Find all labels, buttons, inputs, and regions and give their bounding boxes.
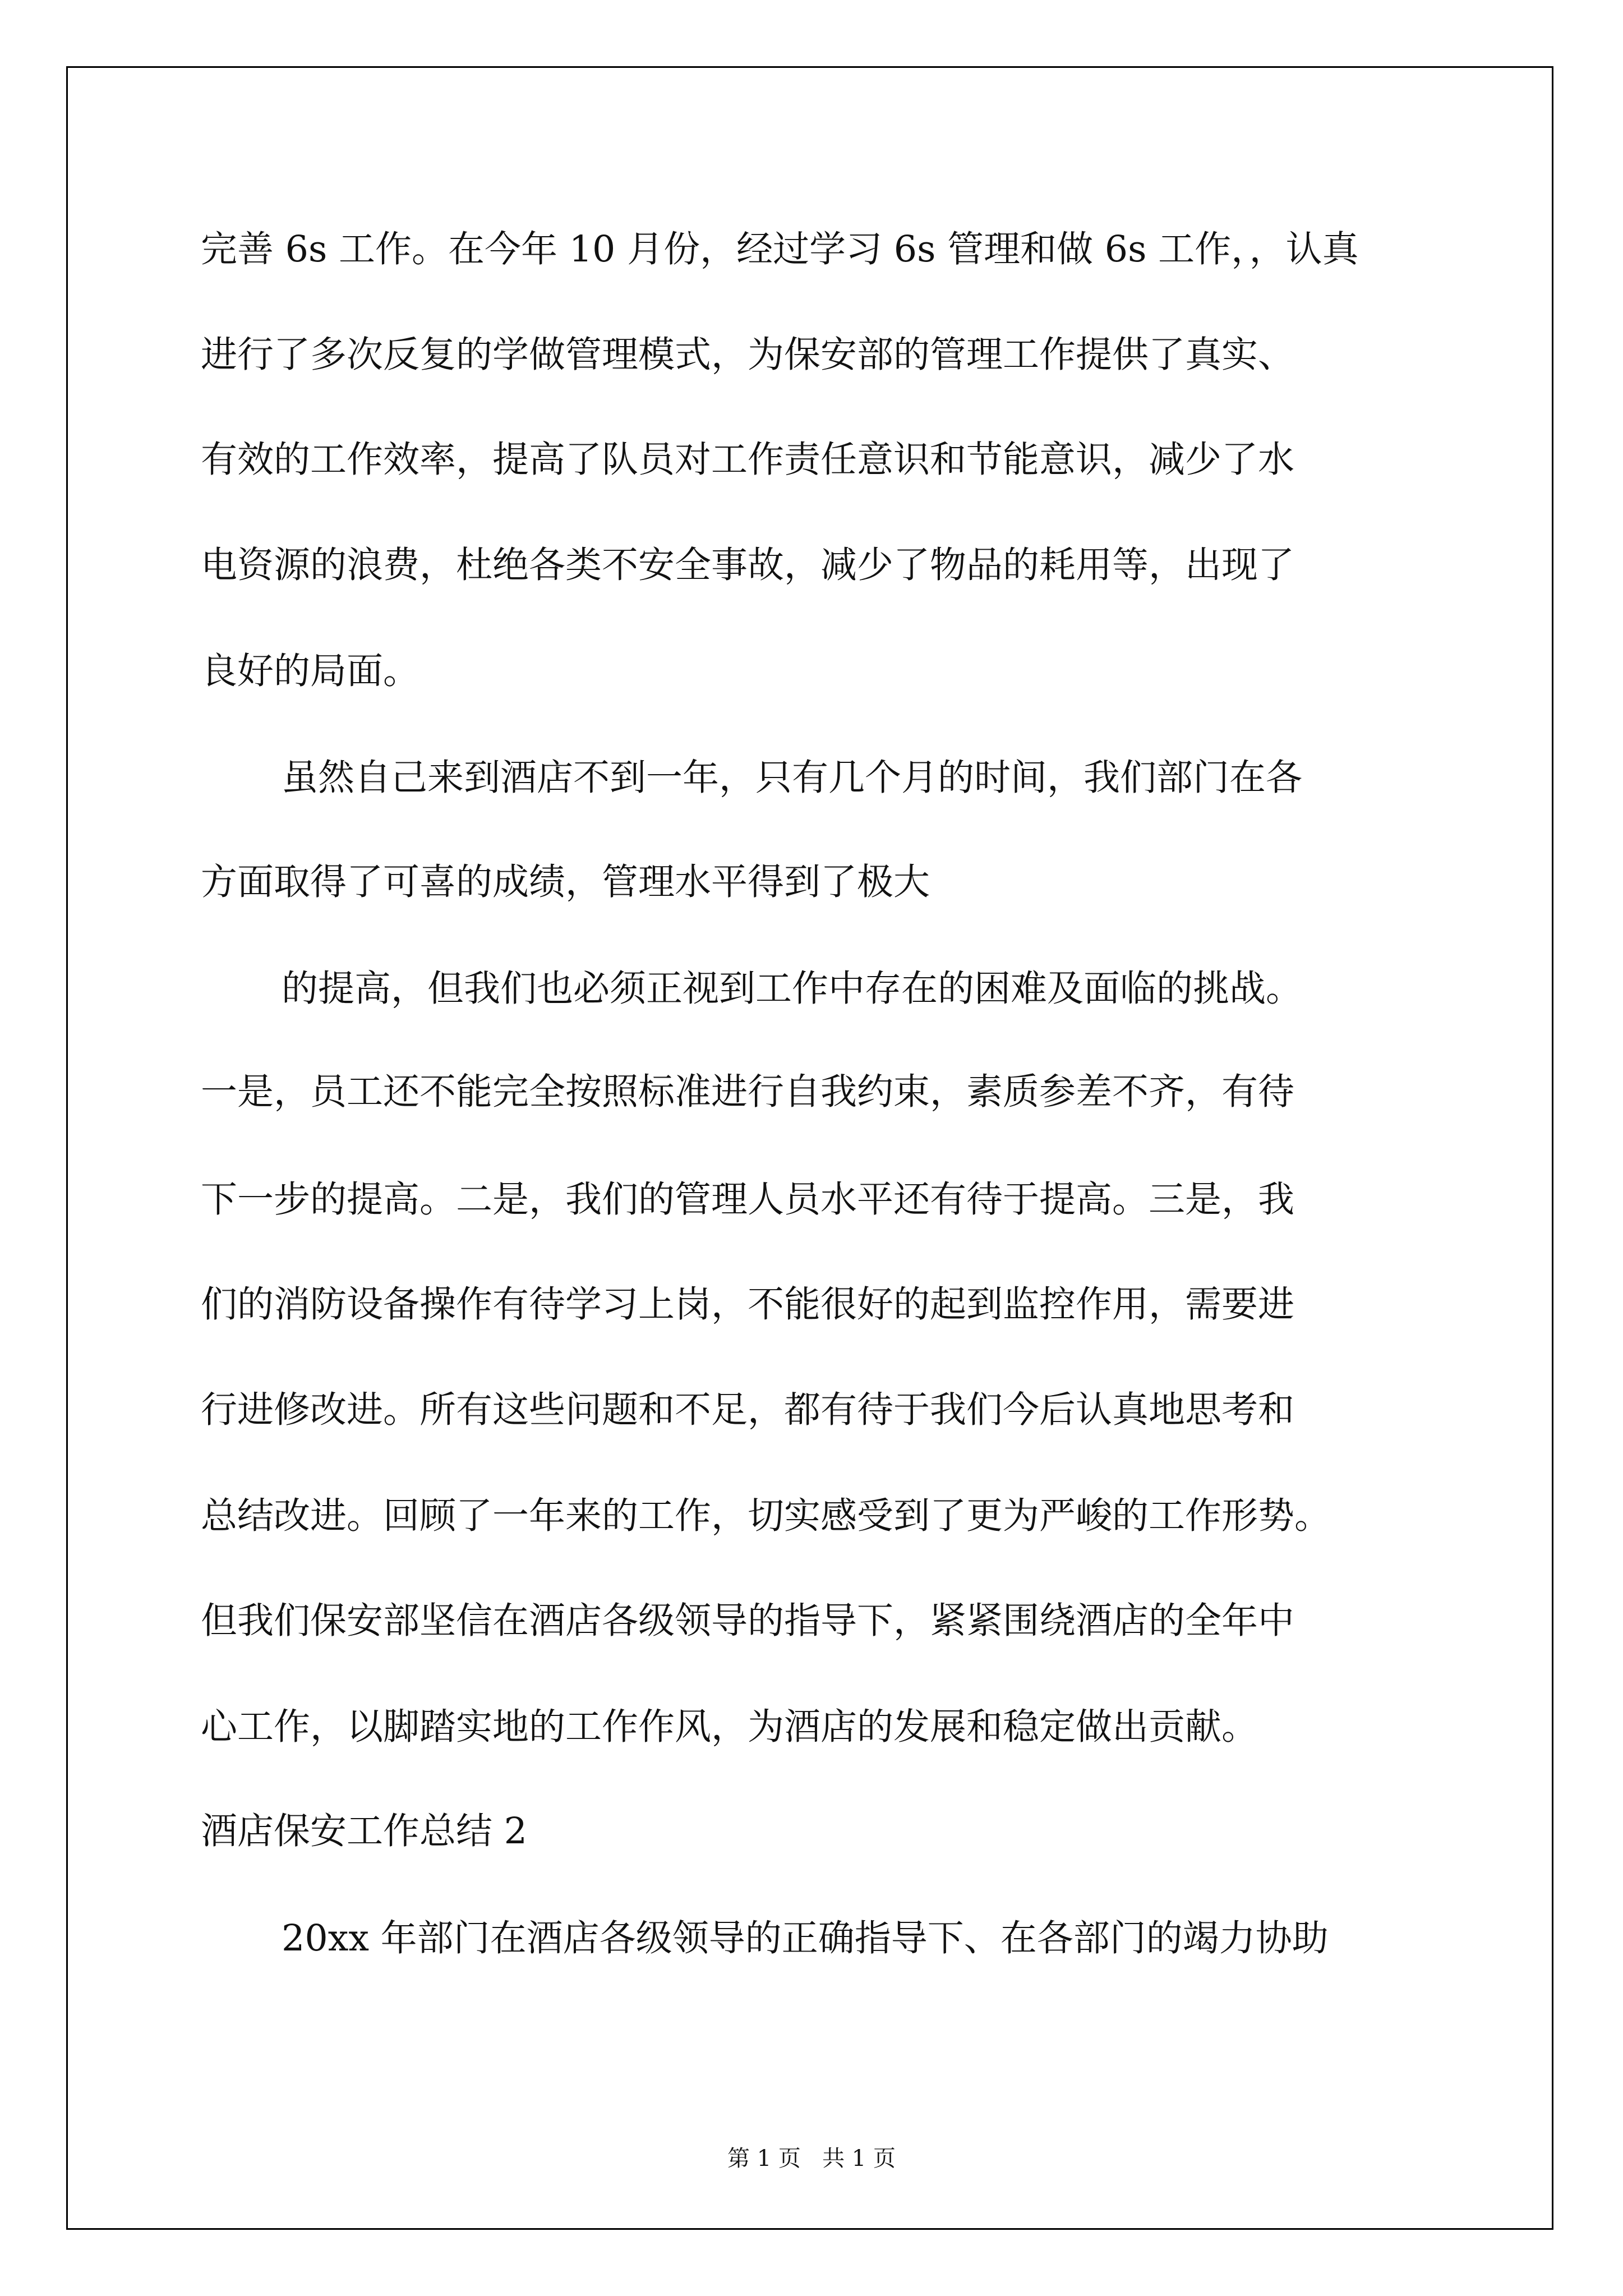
text-line: 完善 6s 工作。在今年 10 月份，经过学习 6s 管理和做 6s 工作，，认真 — [201, 228, 1359, 270]
text-line: 良好的局面。 — [201, 650, 420, 692]
text-line: 虽然自己来到酒店不到一年，只有几个月的时间，我们部门在各 — [282, 757, 1303, 799]
page-border — [66, 66, 1553, 2230]
text-line: 但我们保安部坚信在酒店各级领导的指导下，紧紧围绕酒店的全年中 — [201, 1600, 1295, 1642]
text-line: 有效的工作效率，提高了队员对工作责任意识和节能意识，减少了水 — [201, 439, 1295, 481]
section-heading: 酒店保安工作总结 2 — [201, 1810, 528, 1852]
text-line: 电资源的浪费，杜绝各类不安全事故，减少了物品的耗用等，出现了 — [201, 544, 1295, 586]
text-line: 进行了多次反复的学做管理模式，为保安部的管理工作提供了真实、 — [201, 334, 1295, 376]
text-line: 一是，员工还不能完全按照标准进行自我约束，素质参差不齐，有待 — [201, 1071, 1295, 1113]
text-line: 们的消防设备操作有待学习上岗，不能很好的起到监控作用，需要进 — [201, 1283, 1295, 1326]
text-line: 的提高，但我们也必须正视到工作中存在的困难及面临的挑战。 — [282, 968, 1303, 1010]
text-line: 下一步的提高。二是，我们的管理人员水平还有待于提高。三是，我 — [201, 1179, 1295, 1221]
text-line: 总结改进。回顾了一年来的工作，切实感受到了更为严峻的工作形势。 — [201, 1495, 1331, 1537]
page-footer: 第 1 页 共 1 页 — [727, 2146, 896, 2171]
text-line: 行进修改进。所有这些问题和不足，都有待于我们今后认真地思考和 — [201, 1389, 1295, 1431]
text-line: 心工作，以脚踏实地的工作作风，为酒店的发展和稳定做出贡献。 — [201, 1706, 1258, 1748]
text-line: 20xx 年部门在酒店各级领导的正确指导下、在各部门的竭力协助 — [282, 1917, 1329, 1959]
text-line: 方面取得了可喜的成绩，管理水平得到了极大 — [201, 861, 930, 903]
